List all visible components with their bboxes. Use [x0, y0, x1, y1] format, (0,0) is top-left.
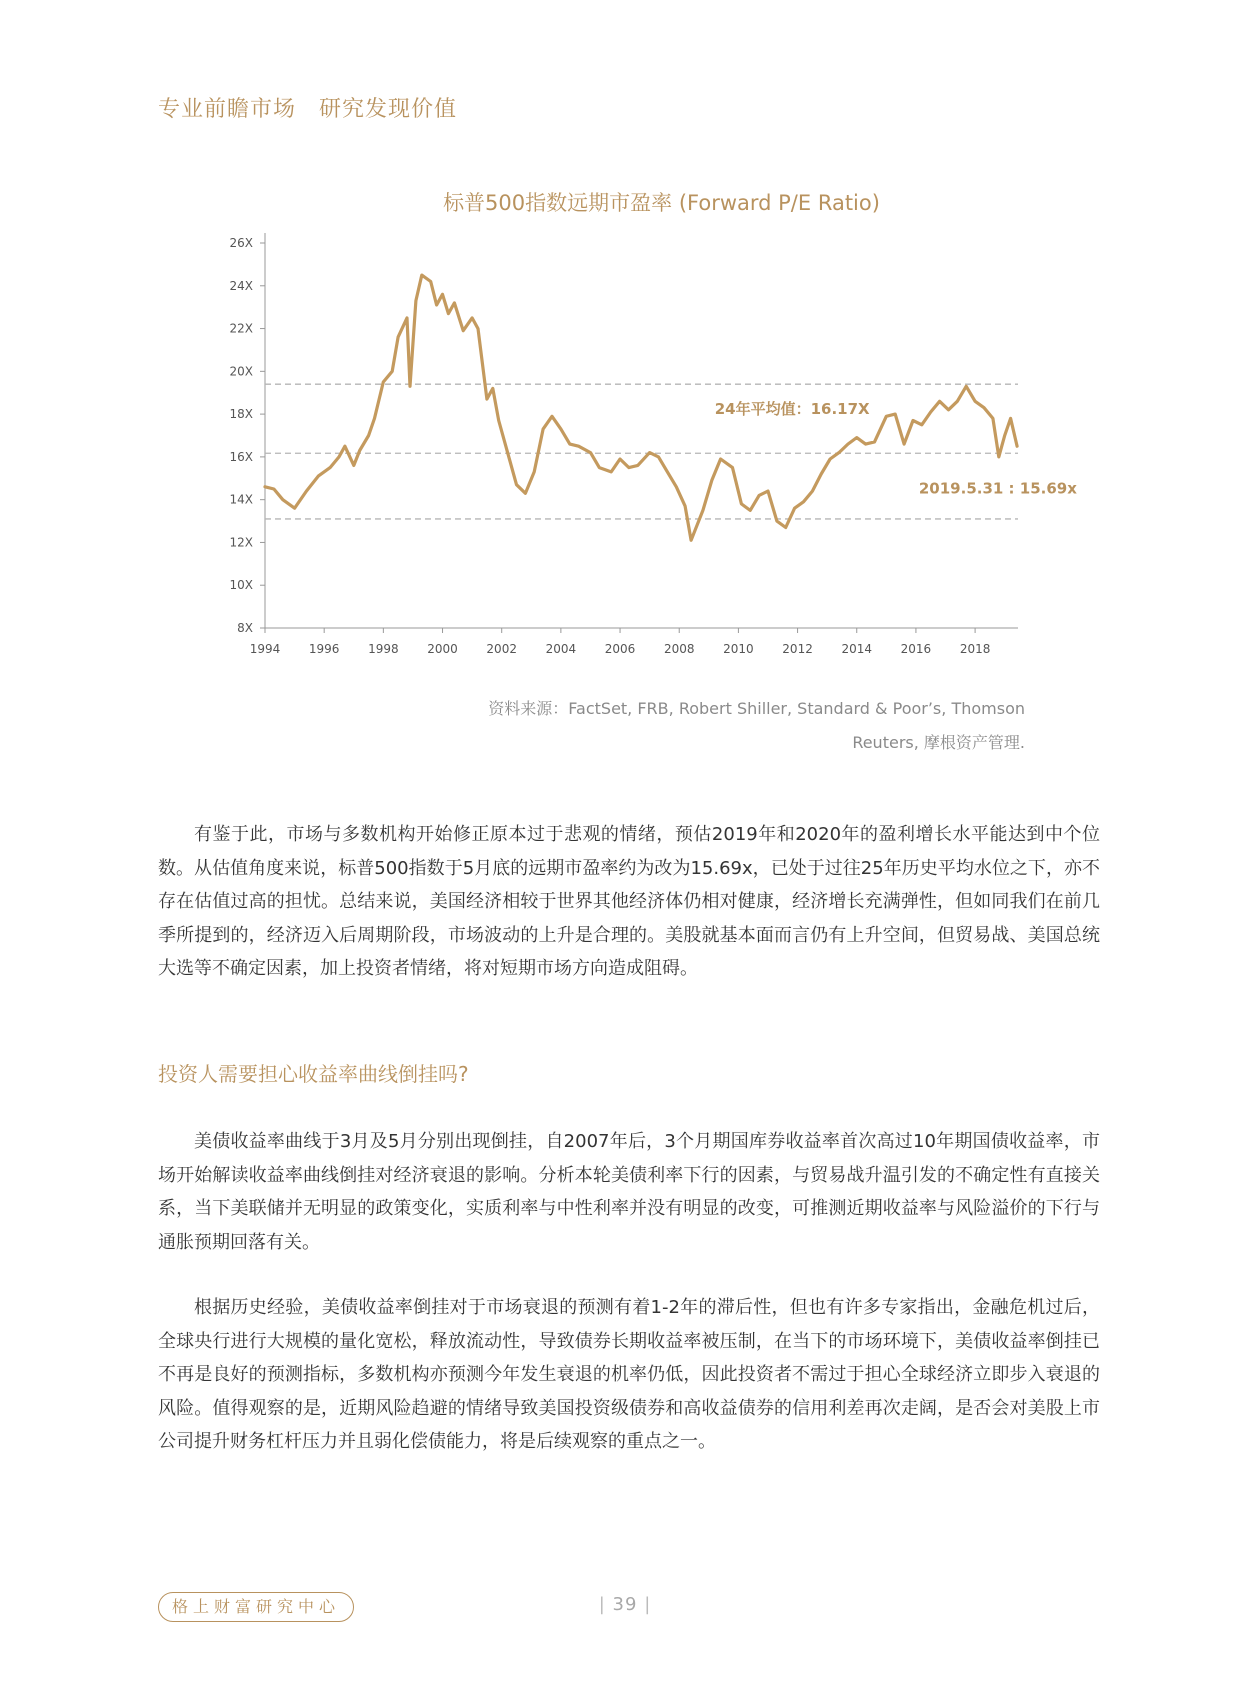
- paragraph-yield-inversion: 美债收益率曲线于3月及5月分别出现倒挂，自2007年后，3个月期国库券收益率首次高过10年期国债收益率，市场开始解读收益率曲线倒挂对经济衰退的影响。分析本轮美债利率下行的因素，与贸易战升温引发的不确定性有直接关系，当下美联储并无明显的政策变化，实质利率与中性利率并没有明显的改变，可推测近期收益率与风险溢价的下行与通胀预期回落有关。: [158, 1131, 1100, 1253]
- average-pe-annotation: 24年平均值：16.17X: [714, 400, 870, 419]
- x-tick-label: 2018: [959, 642, 991, 656]
- paragraph-valuation: 有鉴于此，市场与多数机构开始修正原本过于悲观的情绪，预估2019年和2020年的盈利增长水平能达到中个位数。从估值角度来说，标普500指数于5月底的远期市盈率约为改为15.69x，已处于过往25年历史平均水位之下，亦不存在估值过高的担忧。总结来说，美国经济相较于世界其他经济体仍相对健康，经济增长充满弹性，但如同我们在前几季所提到的，经济迈入后周期阶段，市场波动的上升是合理的。美股就基本面而言仍有上升空间，但贸易战、美国总统大选等不确定因素，加上投资者情绪，将对短期市场方向造成阻碍。: [158, 824, 1100, 979]
- paragraph-history: 根据历史经验，美债收益率倒挂对于市场衰退的预测有着1-2年的滞后性，但也有许多专家指出，金融危机过后，全球央行进行大规模的量化宽松，释放流动性，导致债券长期收益率被压制，在当下的市场环境下，美债收益率倒挂已不再是良好的预测指标，多数机构亦预测今年发生衰退的机率仍低，因此投资者不需过于担心全球经济立即步入衰退的风险。值得观察的是，近期风险趋避的情绪导致美国投资级债券和高收益债券的信用利差再次走阔，是否会对美股上市公司提升财务杠杆压力并且弱化偿债能力，将是后续观察的重点之一。: [158, 1297, 1100, 1452]
- chart-source-line-2: Reuters, 摩根资产管理.: [852, 733, 1025, 752]
- x-tick-label: 2010: [723, 642, 754, 656]
- chart-svg: [200, 188, 1080, 688]
- y-tick-label: 12X: [229, 535, 253, 550]
- page-header-title: 专业前瞻市场 研究发现价值: [158, 97, 458, 122]
- section-heading-yield-curve: 投资人需要担心收益率曲线倒挂吗?: [158, 1062, 469, 1086]
- y-tick-label: 22X: [229, 321, 253, 336]
- page-number-value: 39: [612, 1594, 638, 1615]
- x-tick-label: 2006: [604, 642, 636, 656]
- pe-ratio-chart: [200, 188, 1080, 688]
- y-tick-label: 18X: [229, 407, 253, 422]
- x-tick-label: 2014: [841, 642, 873, 656]
- x-tick-label: 1994: [249, 642, 281, 656]
- x-tick-label: 2016: [900, 642, 932, 656]
- y-tick-label: 8X: [237, 621, 253, 635]
- chart-source-line-1: 资料来源：FactSet, FRB, Robert Shiller, Standard & Poor’s, Thomson: [488, 699, 1025, 718]
- latest-pe-annotation: 2019.5.31 : 15.69x: [918, 479, 1077, 498]
- chart-title: 标普500指数远期市盈率 (Forward P/E Ratio): [443, 191, 880, 215]
- page-number-bar-left: |: [598, 1594, 606, 1615]
- y-tick-label: 26X: [229, 236, 253, 250]
- y-tick-label: 14X: [229, 492, 253, 507]
- x-tick-label: 2012: [782, 642, 813, 656]
- y-tick-label: 16X: [229, 449, 253, 464]
- x-tick-label: 2004: [545, 642, 577, 656]
- footer-research-center-badge: 格上财富研究中心: [158, 1592, 354, 1622]
- page-number-bar-right: |: [644, 1594, 652, 1615]
- x-tick-label: 2008: [663, 642, 695, 656]
- y-tick-label: 20X: [229, 364, 253, 379]
- x-tick-label: 2002: [486, 642, 517, 656]
- pe-ratio-series-line: [265, 275, 1017, 540]
- x-tick-label: 1996: [308, 642, 340, 656]
- x-tick-label: 2000: [427, 642, 458, 656]
- y-tick-label: 10X: [229, 578, 253, 593]
- page-number: [580, 1594, 670, 1615]
- x-tick-label: 1998: [368, 642, 399, 656]
- y-tick-label: 24X: [229, 278, 253, 293]
